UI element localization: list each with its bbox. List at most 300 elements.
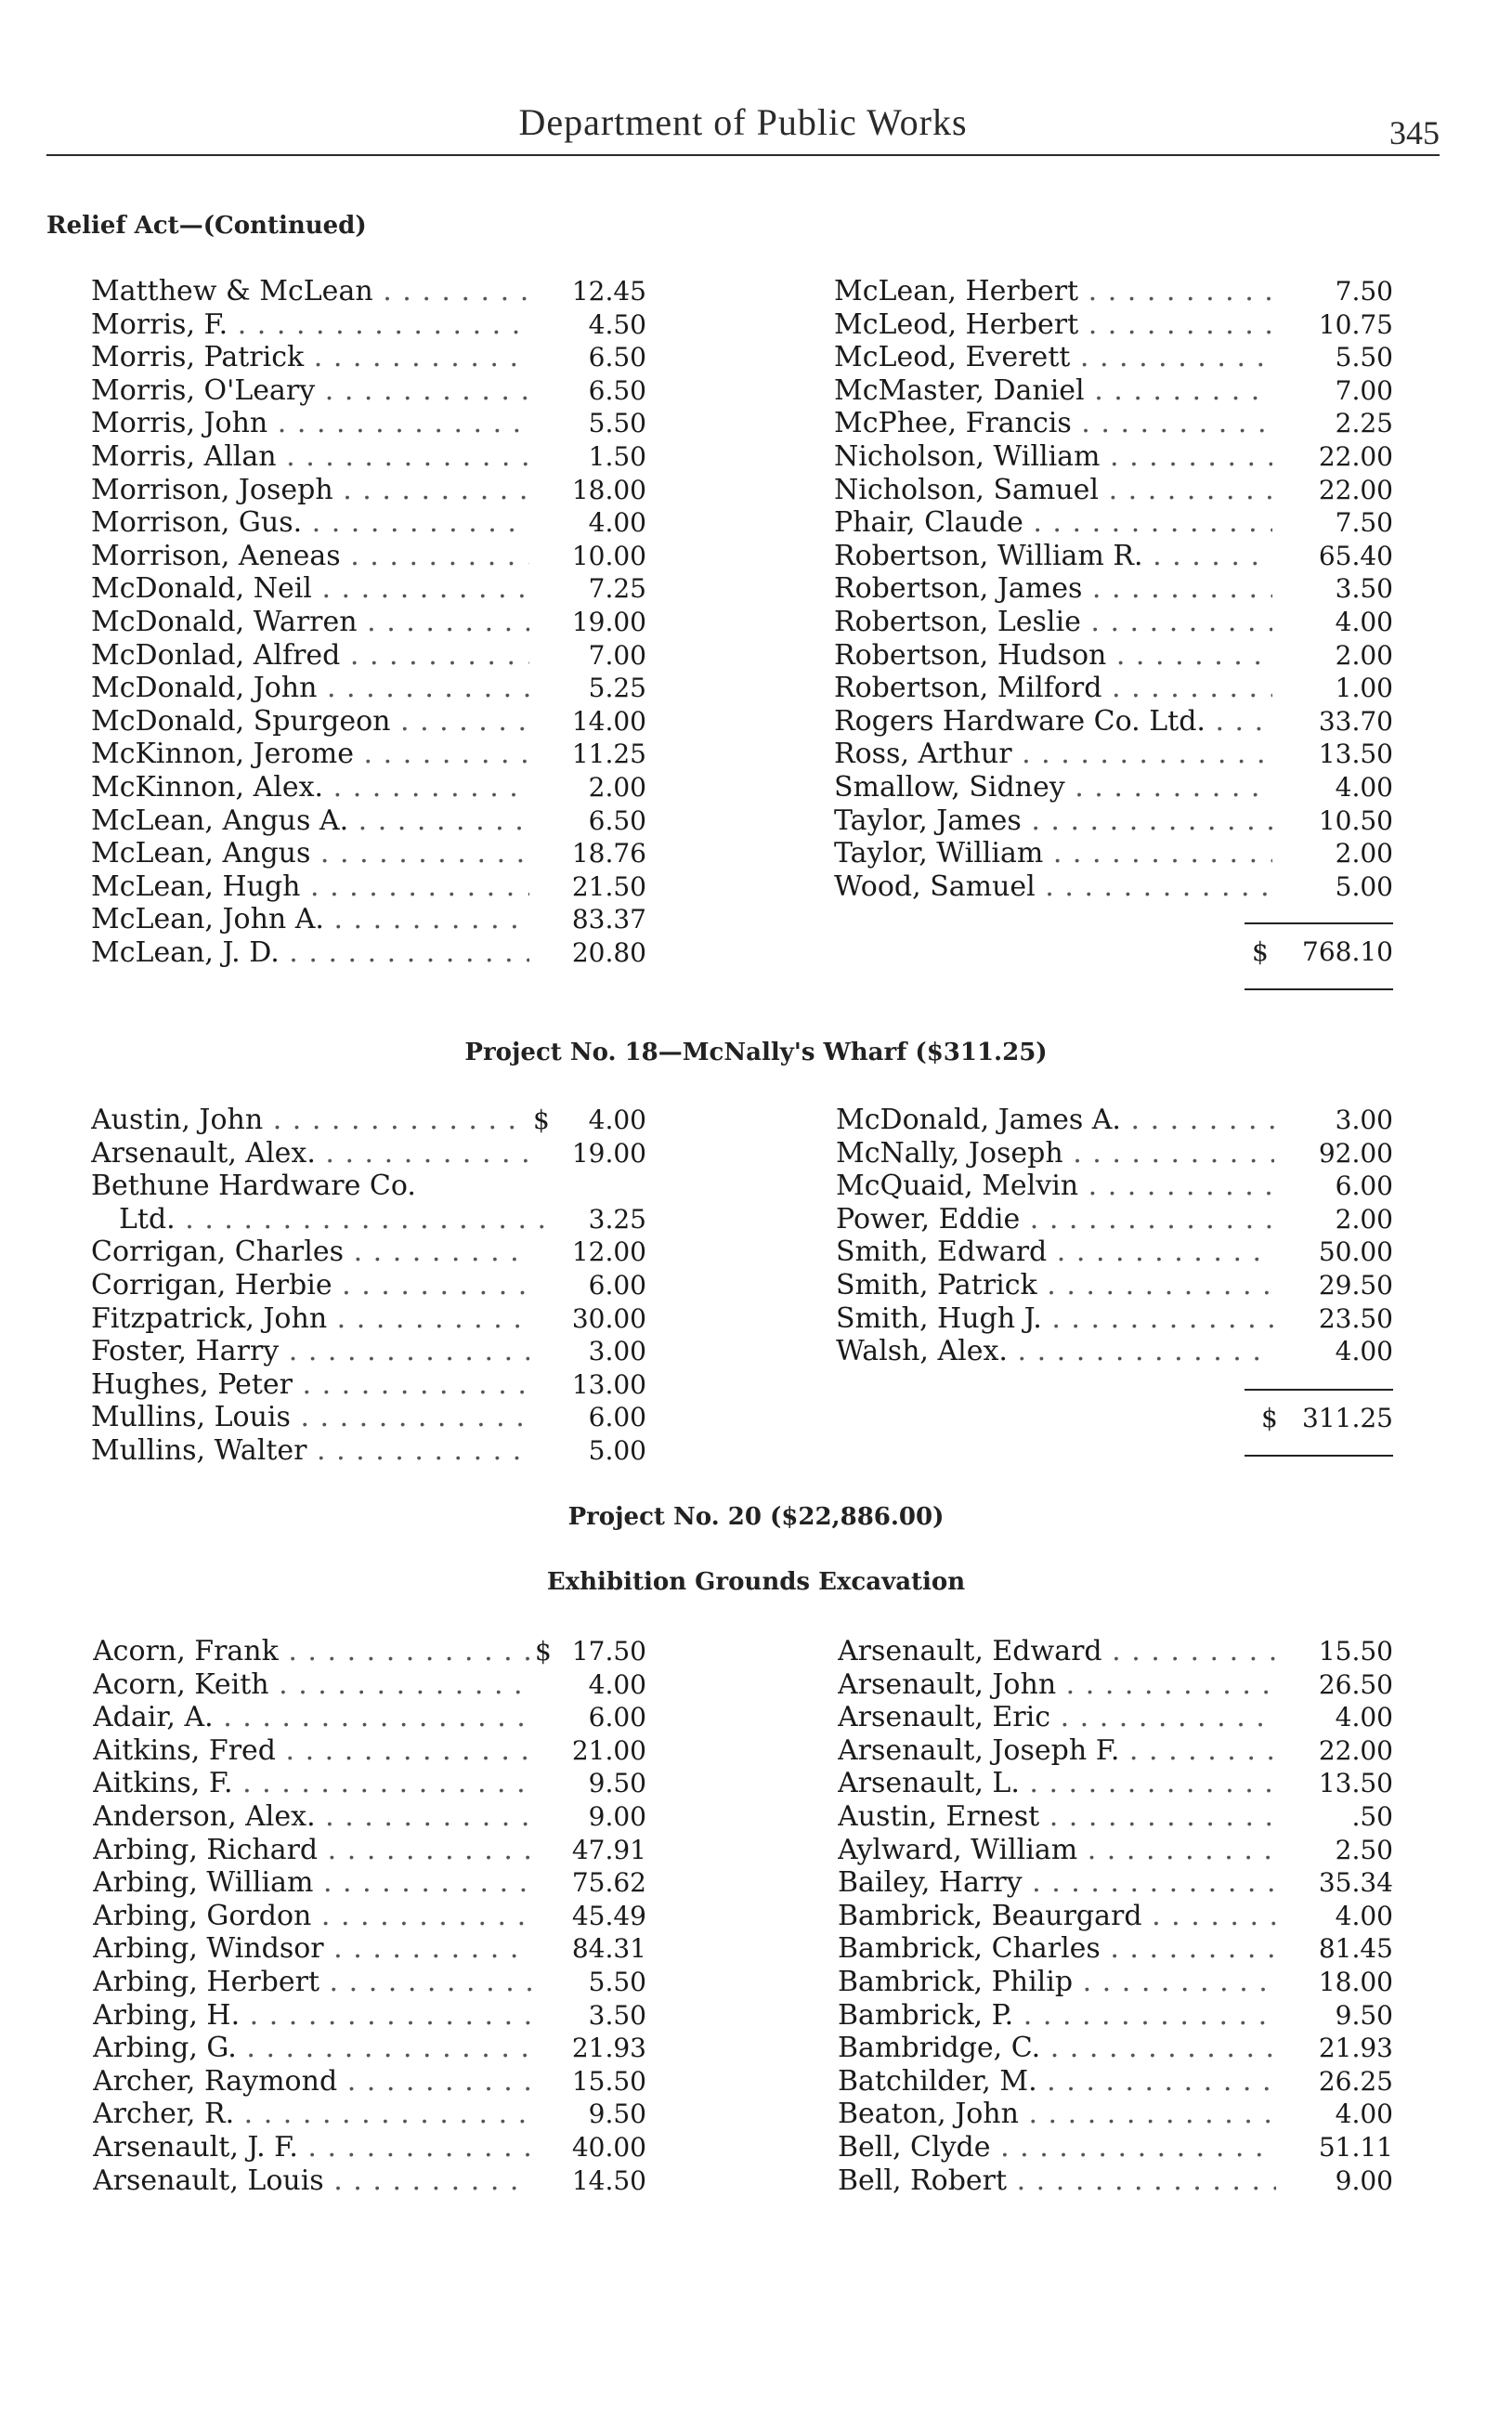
total-amount: 311.25 bbox=[1302, 1403, 1393, 1433]
payee-name: McDonald, Warren . . . bbox=[91, 606, 529, 639]
payment-amount: 21.93 bbox=[1318, 2033, 1393, 2064]
ledger-row bbox=[91, 738, 646, 771]
payment-amount: 75.62 bbox=[571, 1867, 646, 1899]
payment-amount: 21.00 bbox=[571, 1734, 646, 1766]
ledger-row bbox=[93, 1932, 646, 1966]
ledger-row bbox=[91, 1434, 646, 1468]
ledger-row bbox=[836, 1335, 1393, 1368]
payee-name: Aitkins, F. . . . bbox=[93, 1767, 531, 1800]
payee-name: McDonald, James A. . . . bbox=[836, 1104, 1274, 1137]
payment-amount: 10.00 bbox=[571, 540, 646, 571]
payment-amount: 17.50 bbox=[571, 1636, 646, 1667]
ledger-row bbox=[838, 1767, 1393, 1800]
payee-name: Corrigan, Herbie . . . bbox=[91, 1269, 529, 1302]
payment-amount: 21.50 bbox=[571, 870, 646, 902]
ledger-row bbox=[91, 870, 646, 904]
payee-name: Bambrick, Philip . . . bbox=[838, 1966, 1276, 1999]
payee-name: Anderson, Alex. . . . bbox=[93, 1800, 531, 1834]
project-18-left-column bbox=[91, 1104, 646, 1468]
ledger-row bbox=[93, 2032, 646, 2065]
ledger-row bbox=[834, 474, 1393, 507]
ledger-row bbox=[93, 1834, 646, 1867]
payment-amount: 13.00 bbox=[571, 1368, 646, 1400]
ledger-row bbox=[91, 1302, 646, 1336]
payee-name: Nicholson, Samuel . . . bbox=[834, 474, 1272, 507]
payee-name: McDonald, John . . . bbox=[91, 672, 529, 705]
ledger-row bbox=[91, 771, 646, 804]
ledger-row bbox=[838, 1834, 1393, 1867]
payee-name: Foster, Harry . . . bbox=[91, 1335, 529, 1368]
ledger-row bbox=[838, 1800, 1393, 1834]
payment-amount: 3.00 bbox=[1335, 1105, 1393, 1135]
ledger-row bbox=[91, 1269, 646, 1302]
ledger-row bbox=[91, 540, 646, 573]
ledger-row bbox=[834, 870, 1393, 904]
payment-amount: 18.76 bbox=[571, 838, 646, 870]
payment-amount: 13.50 bbox=[1318, 1768, 1393, 1799]
ledger-row bbox=[93, 1701, 646, 1734]
ledger-row bbox=[838, 1701, 1393, 1734]
payment-amount: 4.50 bbox=[588, 308, 646, 340]
payment-amount: 5.50 bbox=[588, 408, 646, 439]
payment-amount: 40.00 bbox=[571, 2131, 646, 2163]
payment-amount: 3.25 bbox=[588, 1203, 646, 1235]
payee-name: McMaster, Daniel . . . bbox=[834, 374, 1272, 408]
payment-amount: 22.00 bbox=[1318, 1734, 1393, 1766]
payee-name: Arsenault, Joseph F. . . . bbox=[838, 1734, 1276, 1768]
payment-amount: 6.50 bbox=[588, 342, 646, 373]
payment-amount: 29.50 bbox=[1318, 1269, 1393, 1301]
ledger-row bbox=[834, 440, 1393, 474]
ledger-row bbox=[834, 506, 1393, 540]
payee-name: Walsh, Alex. . . . bbox=[836, 1335, 1274, 1368]
payee-name: Power, Eddie . . . bbox=[836, 1203, 1274, 1236]
payee-name: Morris, O'Leary . . . bbox=[91, 374, 529, 408]
payment-amount: 18.00 bbox=[1318, 1966, 1393, 1997]
payment-amount: 9.50 bbox=[588, 2099, 646, 2130]
payee-name: Smith, Hugh J. . . . bbox=[836, 1302, 1274, 1336]
payee-name: Mullins, Louis . . . bbox=[91, 1401, 529, 1434]
payment-amount: 7.00 bbox=[1335, 374, 1393, 406]
payee-name: Arsenault, L. . . . bbox=[838, 1767, 1276, 1800]
payee-name: Smallow, Sidney . . . bbox=[834, 771, 1272, 804]
payment-amount: 19.00 bbox=[571, 606, 646, 637]
payee-name: Arbing, Windsor . . . bbox=[93, 1932, 531, 1966]
payee-name: Bambrick, P. . . . bbox=[838, 1999, 1276, 2033]
ledger-row bbox=[834, 606, 1393, 639]
payee-name: McKinnon, Alex. . . . bbox=[91, 771, 529, 804]
page-header bbox=[46, 100, 1440, 165]
ledger-row bbox=[838, 1932, 1393, 1966]
ledger-row bbox=[93, 1900, 646, 1933]
ledger-row bbox=[836, 1170, 1393, 1203]
payee-name: McLean, Angus . . . bbox=[91, 837, 529, 870]
payee-name: McPhee, Francis . . . bbox=[834, 407, 1272, 440]
ledger-row bbox=[834, 572, 1393, 606]
payee-name: Bambrick, Charles . . . bbox=[838, 1932, 1276, 1966]
payee-name: McQuaid, Melvin . . . bbox=[836, 1170, 1274, 1203]
dollar-sign: $ bbox=[533, 1105, 550, 1135]
ledger-row bbox=[93, 2065, 646, 2099]
payment-amount: 13.50 bbox=[1318, 739, 1393, 770]
payment-amount: 5.50 bbox=[588, 1966, 646, 1997]
payment-amount: 35.34 bbox=[1318, 1867, 1393, 1899]
total-amount: 768.10 bbox=[1302, 936, 1393, 967]
payment-amount: 45.49 bbox=[571, 1900, 646, 1931]
payment-amount: 4.00 bbox=[1335, 771, 1393, 803]
ledger-row bbox=[91, 1203, 646, 1236]
section-heading-project-20: Project No. 20 ($22,886.00) bbox=[567, 1503, 945, 1531]
payment-amount: 5.00 bbox=[1335, 870, 1393, 902]
ledger-row bbox=[834, 540, 1393, 573]
ledger-row bbox=[93, 1800, 646, 1834]
ledger-row bbox=[834, 672, 1393, 705]
payment-amount: 6.00 bbox=[588, 1269, 646, 1301]
ledger-row bbox=[834, 705, 1393, 739]
project-18-right-column bbox=[836, 1104, 1393, 1368]
payment-amount: 26.50 bbox=[1318, 1668, 1393, 1700]
payment-amount: 12.45 bbox=[571, 276, 646, 307]
payment-amount: 83.37 bbox=[571, 904, 646, 935]
payment-amount: 4.00 bbox=[1335, 1702, 1393, 1733]
payment-amount: 18.00 bbox=[571, 474, 646, 505]
payment-amount: 47.91 bbox=[571, 1834, 646, 1865]
payment-amount: 4.00 bbox=[588, 1668, 646, 1700]
page-title: Department of Public Works bbox=[518, 101, 968, 143]
ledger-row bbox=[91, 606, 646, 639]
page-number: 345 bbox=[1389, 114, 1440, 151]
ledger-row bbox=[91, 1236, 646, 1269]
payee-name: Fitzpatrick, John . . . bbox=[91, 1302, 529, 1336]
payee-name: Morrison, Gus. . . . bbox=[91, 506, 529, 540]
payee-name: Morris, John . . . bbox=[91, 407, 529, 440]
payment-amount: 15.50 bbox=[571, 2065, 646, 2097]
payee-name: Archer, R. . . . bbox=[93, 2098, 531, 2131]
payee-name: Rogers Hardware Co. Ltd. . . . bbox=[834, 705, 1272, 739]
payment-amount: 5.25 bbox=[588, 673, 646, 704]
ledger-row bbox=[91, 407, 646, 440]
payment-amount: 33.70 bbox=[1318, 705, 1393, 737]
ledger-row bbox=[838, 1734, 1393, 1768]
payee-name: Arbing, William . . . bbox=[93, 1866, 531, 1900]
payee-name: Arsenault, Edward . . . bbox=[838, 1635, 1276, 1668]
ledger-row bbox=[838, 2131, 1393, 2164]
payee-name: Batchilder, M. . . . bbox=[838, 2065, 1276, 2099]
payment-amount: 3.00 bbox=[588, 1336, 646, 1367]
payment-amount: 4.00 bbox=[1335, 1900, 1393, 1931]
ledger-row bbox=[93, 2098, 646, 2131]
payee-name: McLean, Angus A. . . . bbox=[91, 804, 529, 838]
payee-name: Bell, Clyde . . . bbox=[838, 2131, 1276, 2164]
payment-amount: 2.00 bbox=[1335, 639, 1393, 671]
payee-name: McNally, Joseph . . . bbox=[836, 1137, 1274, 1170]
ledger-row bbox=[91, 572, 646, 606]
ledger-row bbox=[91, 1368, 646, 1402]
ledger-row bbox=[91, 1335, 646, 1368]
payment-amount: 7.50 bbox=[1335, 507, 1393, 539]
ledger-row bbox=[834, 407, 1393, 440]
payment-amount: 7.00 bbox=[588, 639, 646, 671]
payment-amount: 23.50 bbox=[1318, 1302, 1393, 1334]
payment-amount: 6.00 bbox=[588, 1702, 646, 1733]
payment-amount: 3.50 bbox=[588, 1999, 646, 2031]
payment-amount: 7.50 bbox=[1335, 276, 1393, 307]
payment-amount: 2.00 bbox=[1335, 1203, 1393, 1235]
relief-act-right-column bbox=[834, 275, 1393, 903]
dollar-sign: $ bbox=[535, 1636, 552, 1667]
payee-name: Smith, Patrick . . . bbox=[836, 1269, 1274, 1302]
payee-name: McLean, Hugh . . . bbox=[91, 870, 529, 904]
payment-amount: 6.50 bbox=[588, 804, 646, 836]
payee-name: Phair, Claude . . . bbox=[834, 506, 1272, 540]
payee-name: Acorn, Frank . . . bbox=[93, 1635, 531, 1668]
payment-amount: 9.00 bbox=[1335, 2164, 1393, 2196]
ledger-row bbox=[93, 1767, 646, 1800]
ledger-row bbox=[834, 837, 1393, 870]
relief-total-rule-bottom bbox=[1245, 988, 1393, 990]
ledger-row bbox=[834, 341, 1393, 374]
payment-amount: 65.40 bbox=[1318, 540, 1393, 571]
ledger-row bbox=[836, 1203, 1393, 1236]
ledger-row bbox=[838, 2098, 1393, 2131]
payment-amount: 4.00 bbox=[1335, 1336, 1393, 1367]
relief-total-rule-top bbox=[1245, 922, 1393, 924]
payee-name: Morris, Allan . . . bbox=[91, 440, 529, 474]
payment-amount: 6.00 bbox=[588, 1402, 646, 1433]
ledger-row bbox=[838, 1900, 1393, 1933]
payment-amount: 81.45 bbox=[1318, 1933, 1393, 1965]
payment-amount: 15.50 bbox=[1318, 1636, 1393, 1667]
payee-name: Arsenault, Louis . . . bbox=[93, 2164, 531, 2198]
payment-amount: 2.50 bbox=[1335, 1834, 1393, 1865]
payee-name: McLean, John A. . . . bbox=[91, 903, 529, 936]
payee-name: McDonald, Spurgeon . . . bbox=[91, 705, 529, 739]
payee-name: Nicholson, William . . . bbox=[834, 440, 1272, 474]
ledger-row bbox=[93, 1668, 646, 1702]
payment-amount: 50.00 bbox=[1318, 1236, 1393, 1268]
ledger-row bbox=[838, 1866, 1393, 1900]
payee-name: Wood, Samuel . . . bbox=[834, 870, 1272, 904]
ledger-row bbox=[93, 2164, 646, 2198]
payee-name: Bambrick, Beaurgard . . . bbox=[838, 1900, 1276, 1933]
payment-amount: 10.50 bbox=[1318, 804, 1393, 836]
payee-name: Morris, F. . . . bbox=[91, 308, 529, 342]
ledger-row bbox=[838, 1635, 1393, 1668]
payee-name: Morrison, Joseph . . . bbox=[91, 474, 529, 507]
payee-name: Arsenault, Alex. . . . bbox=[91, 1137, 529, 1170]
payment-amount: 20.80 bbox=[571, 936, 646, 968]
payee-name: Arbing, H. . . . bbox=[93, 1999, 531, 2033]
payment-amount: 3.50 bbox=[1335, 573, 1393, 605]
ledger-row bbox=[91, 374, 646, 408]
payee-name: Beaton, John . . . bbox=[838, 2098, 1276, 2131]
ledger-row bbox=[834, 771, 1393, 804]
payee-name: Arsenault, Eric . . . bbox=[838, 1701, 1276, 1734]
payment-amount: 21.93 bbox=[571, 2033, 646, 2064]
payee-name: Austin, John . . . bbox=[91, 1104, 529, 1137]
ledger-row bbox=[834, 374, 1393, 408]
payment-amount: 1.50 bbox=[588, 440, 646, 472]
ledger-row bbox=[836, 1302, 1393, 1336]
payee-name: Robertson, Leslie . . . bbox=[834, 606, 1272, 639]
payee-name: Acorn, Keith . . . bbox=[93, 1668, 531, 1702]
payee-name: Archer, Raymond . . . bbox=[93, 2065, 531, 2099]
payment-amount: 9.50 bbox=[588, 1768, 646, 1799]
ledger-row bbox=[93, 1999, 646, 2033]
header-rule bbox=[46, 154, 1440, 156]
total-dollar-sign: $ bbox=[1252, 936, 1269, 967]
payee-name: Taylor, William . . . bbox=[834, 837, 1272, 870]
ledger-row bbox=[93, 1635, 646, 1668]
ledger-row bbox=[838, 2164, 1393, 2198]
payee-name: Robertson, William R. . . . bbox=[834, 540, 1272, 573]
payee-name: McLeod, Everett . . . bbox=[834, 341, 1272, 374]
ledger-row bbox=[91, 804, 646, 838]
payee-name: Arbing, Gordon . . . bbox=[93, 1900, 531, 1933]
payee-name: McDonald, Neil . . . bbox=[91, 572, 529, 606]
payment-amount: 26.25 bbox=[1318, 2065, 1393, 2097]
ledger-row bbox=[91, 1137, 646, 1170]
relief-act-total bbox=[1252, 936, 1393, 970]
section-subheading-exhibition-grounds: Exhibition Grounds Excavation bbox=[546, 1568, 966, 1596]
payee-name: McLean, J. D. . . . bbox=[91, 936, 529, 970]
payee-name: Bambridge, C. . . . bbox=[838, 2032, 1276, 2065]
payee-name: Bethune Hardware Co. bbox=[91, 1170, 416, 1203]
payee-name: McDonlad, Alfred . . . bbox=[91, 639, 529, 673]
payment-amount: 19.00 bbox=[571, 1137, 646, 1169]
payee-name: Arsenault, John . . . bbox=[838, 1668, 1276, 1702]
ledger-row bbox=[91, 705, 646, 739]
payee-name: Adair, A. . . . bbox=[93, 1701, 531, 1734]
ledger-row bbox=[93, 1734, 646, 1768]
payee-name: McKinnon, Jerome . . . bbox=[91, 738, 529, 771]
ledger-row bbox=[834, 804, 1393, 838]
payment-amount: 4.00 bbox=[1335, 606, 1393, 637]
section-heading-relief-act: Relief Act—(Continued) bbox=[46, 212, 367, 240]
ledger-row bbox=[91, 837, 646, 870]
ledger-row bbox=[93, 1866, 646, 1900]
ledger-row bbox=[91, 506, 646, 540]
ledger-row bbox=[91, 275, 646, 308]
payee-name: Smith, Edward . . . bbox=[836, 1236, 1274, 1269]
payment-amount: 11.25 bbox=[571, 739, 646, 770]
payment-amount: 2.25 bbox=[1335, 408, 1393, 439]
payee-name: Ltd. . . . bbox=[91, 1203, 557, 1236]
payee-name: Aitkins, Fred . . . bbox=[93, 1734, 531, 1768]
payment-amount: 6.00 bbox=[1335, 1170, 1393, 1202]
ledger-row bbox=[838, 1668, 1393, 1702]
payee-name: Arbing, Richard . . . bbox=[93, 1834, 531, 1867]
payment-amount: 9.00 bbox=[588, 1800, 646, 1832]
total-dollar-sign: $ bbox=[1261, 1403, 1278, 1433]
payee-name: Corrigan, Charles . . . bbox=[91, 1236, 529, 1269]
relief-act-left-column bbox=[91, 275, 646, 969]
payee-name: Bailey, Harry . . . bbox=[838, 1866, 1276, 1900]
payee-name: McLeod, Herbert . . . bbox=[834, 308, 1272, 342]
ledger-row bbox=[834, 738, 1393, 771]
project-18-total bbox=[1261, 1403, 1393, 1436]
project-20-right-column bbox=[838, 1635, 1393, 2197]
payee-name: Robertson, James . . . bbox=[834, 572, 1272, 606]
payee-name: Morris, Patrick . . . bbox=[91, 341, 529, 374]
payee-name: Arbing, G. . . . bbox=[93, 2032, 531, 2065]
payee-name: Aylward, William . . . bbox=[838, 1834, 1276, 1867]
payment-amount: 92.00 bbox=[1318, 1137, 1393, 1169]
payment-amount: 4.00 bbox=[588, 507, 646, 539]
ledger-row bbox=[91, 639, 646, 673]
payment-amount: 10.75 bbox=[1318, 308, 1393, 340]
ledger-row bbox=[91, 1401, 646, 1434]
ledger-row bbox=[834, 308, 1393, 342]
ledger-row bbox=[91, 341, 646, 374]
payment-amount: 2.00 bbox=[588, 771, 646, 803]
payee-name: Austin, Ernest . . . bbox=[838, 1800, 1276, 1834]
payment-amount: 84.31 bbox=[571, 1933, 646, 1965]
payee-name: Morrison, Aeneas . . . bbox=[91, 540, 529, 573]
payment-amount: 30.00 bbox=[571, 1302, 646, 1334]
payee-name: Matthew & McLean . . . bbox=[91, 275, 529, 308]
ledger-row bbox=[836, 1104, 1393, 1137]
ledger-row bbox=[91, 440, 646, 474]
payment-amount: 22.00 bbox=[1318, 474, 1393, 505]
ledger-row bbox=[836, 1137, 1393, 1170]
payee-name: Bell, Robert . . . bbox=[838, 2164, 1276, 2198]
ledger-row bbox=[91, 474, 646, 507]
p18-total-rule-top bbox=[1245, 1389, 1393, 1391]
project-20-left-column bbox=[93, 1635, 646, 2197]
payee-name: Arsenault, J. F. . . . bbox=[93, 2131, 531, 2164]
payment-amount: .50 bbox=[1351, 1800, 1393, 1832]
payee-name: Robertson, Milford . . . bbox=[834, 672, 1272, 705]
payment-amount: 51.11 bbox=[1318, 2131, 1393, 2163]
ledger-row bbox=[91, 308, 646, 342]
ledger-row bbox=[91, 903, 646, 936]
payee-name: Mullins, Walter . . . bbox=[91, 1434, 529, 1468]
p18-total-rule-bottom bbox=[1245, 1455, 1393, 1457]
ledger-row bbox=[834, 639, 1393, 673]
payee-name: Robertson, Hudson . . . bbox=[834, 639, 1272, 673]
payment-amount: 5.50 bbox=[1335, 342, 1393, 373]
ledger-row bbox=[91, 936, 646, 970]
payee-name: Ross, Arthur . . . bbox=[834, 738, 1272, 771]
ledger-row bbox=[838, 2032, 1393, 2065]
payee-name: Hughes, Peter . . . bbox=[91, 1368, 529, 1402]
payee-name: Arbing, Herbert . . . bbox=[93, 1966, 531, 1999]
payment-amount: 4.00 bbox=[588, 1105, 646, 1135]
payment-amount: 12.00 bbox=[571, 1236, 646, 1268]
payment-amount: 9.50 bbox=[1335, 1999, 1393, 2031]
payment-amount: 22.00 bbox=[1318, 440, 1393, 472]
payment-amount: 1.00 bbox=[1335, 673, 1393, 704]
ledger-row bbox=[91, 672, 646, 705]
payment-amount: 14.00 bbox=[571, 705, 646, 737]
payment-amount: 4.00 bbox=[1335, 2099, 1393, 2130]
ledger-row bbox=[836, 1236, 1393, 1269]
ledger-row bbox=[838, 1966, 1393, 1999]
section-heading-project-18: Project No. 18—McNally's Wharf ($311.25) bbox=[464, 1039, 1048, 1066]
ledger-row bbox=[836, 1269, 1393, 1302]
ledger-row bbox=[834, 275, 1393, 308]
ledger-row bbox=[91, 1170, 646, 1203]
payment-amount: 5.00 bbox=[588, 1434, 646, 1466]
ledger-row bbox=[93, 2131, 646, 2164]
ledger-row bbox=[838, 1999, 1393, 2033]
payment-amount: 6.50 bbox=[588, 374, 646, 406]
payee-name: McLean, Herbert . . . bbox=[834, 275, 1272, 308]
payee-name: Taylor, James . . . bbox=[834, 804, 1272, 838]
payment-amount: 14.50 bbox=[571, 2164, 646, 2196]
ledger-row bbox=[93, 1966, 646, 1999]
